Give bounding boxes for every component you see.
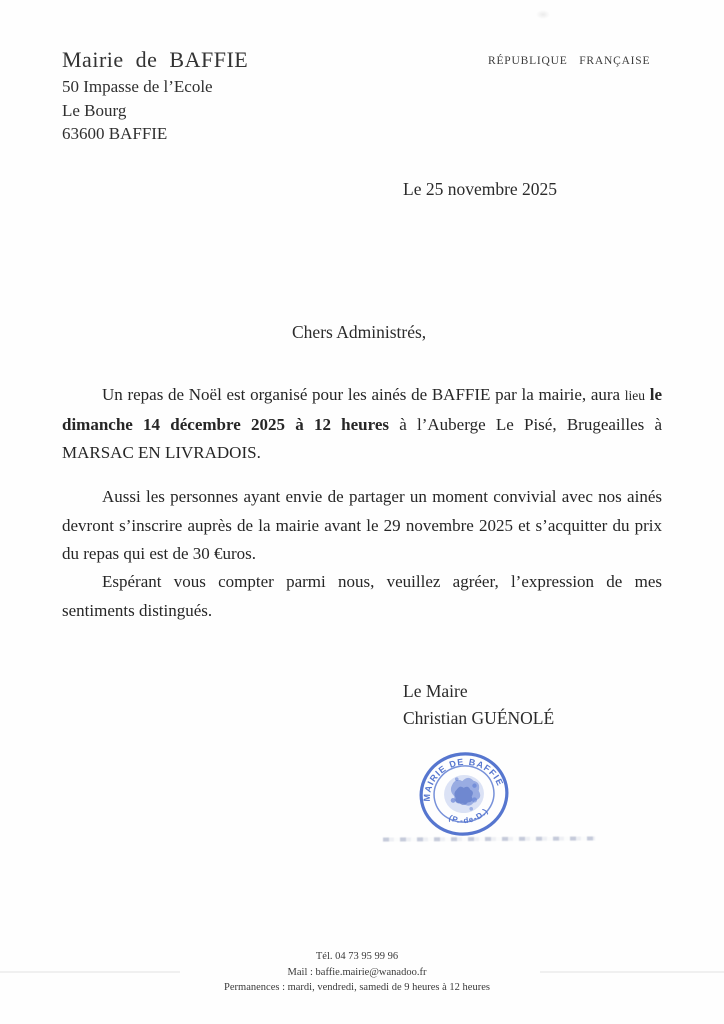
footer-mail: Mail : baffie.mairie@wanadoo.fr xyxy=(287,966,427,978)
salutation: Chers Administrés, xyxy=(292,322,427,342)
sender-name: Mairie de BAFFIE xyxy=(62,47,249,72)
signer-title: Le Maire xyxy=(403,681,468,701)
paragraph-1: Un repas de Noël est organisé pour les ainés de BAFFIE par la mairie, aura lieu le dimanche 14 décembre 2025 à 12 heures à l’Auberge Le Pisé, Brugeailles à MARSAC EN LIVRADOIS. xyxy=(62,385,663,462)
stamp-icon xyxy=(416,750,512,838)
stamp-top-text: MAIRIE DE BAFFIE xyxy=(421,756,506,802)
sender-address-line: 63600 BAFFIE xyxy=(62,124,168,143)
scan-artifact xyxy=(536,10,550,19)
paragraph-2: Aussi les personnes ayant envie de partager un moment convivial avec nos ainés devront s’inscrire auprès de la mairie avant le 29 novembre 2025 et s’acquitter du prix du repas qui est de 30 €uros. xyxy=(62,487,662,563)
footer-phone: Tél. 04 73 95 99 96 xyxy=(315,951,399,962)
scan-artifact xyxy=(0,971,180,973)
signature-block xyxy=(403,678,554,731)
letter-date: Le 25 novembre 2025 xyxy=(403,179,558,199)
mairie-round-stamp xyxy=(416,750,512,838)
republique-francaise-label: RÉPUBLIQUE FRANÇAISE xyxy=(488,55,651,67)
sender-address xyxy=(62,75,213,146)
scan-artifact xyxy=(540,971,724,973)
paragraph-3: Espérant vous compter parmi nous, veuillez agréer, l’expression de mes sentiments distingués. xyxy=(62,572,662,620)
signer-name: Christian GUÉNOLÉ xyxy=(403,707,555,728)
footer-hours: Permanences : mardi, vendredi, samedi de 9 heures à 12 heures xyxy=(224,982,490,993)
sender-address-line: 50 Impasse de l’Ecole xyxy=(62,77,213,96)
stamp-bottom-text: (P.-de-D.) xyxy=(447,806,491,826)
faded-signature-smudge xyxy=(383,836,595,841)
footer-contact-block xyxy=(177,949,537,996)
sender-address-line: Le Bourg xyxy=(62,100,127,120)
